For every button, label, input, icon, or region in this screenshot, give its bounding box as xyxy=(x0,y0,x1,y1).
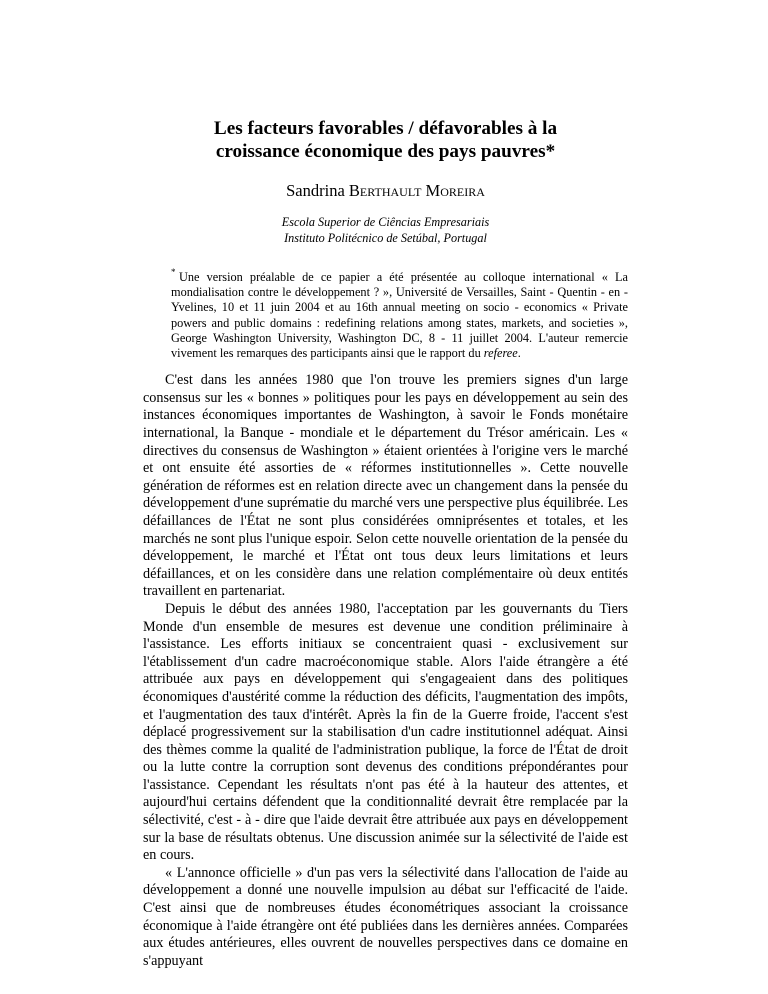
footnote-mark: * xyxy=(171,267,176,277)
title-line-2: croissance économique des pays pauvres* xyxy=(215,140,556,162)
paragraph: « L'annonce officielle » d'un pas vers la sélectivité dans l'allocation de l'aide au développement a donné une nouvelle impulsion au débat sur l'efficacité de l'aide. C'est ainsi que de nombreuses études économétriques associant la croissance économique à l'aide étrangère ont été publiées dans les dernières années. Comparées aux études antérieures, elles ouvrent de nouvelles perspectives dans ce domaine en s'appuyant xyxy=(143,864,628,969)
title-footnote xyxy=(143,267,628,361)
paragraph: Depuis le début des années 1980, l'acceptation par les gouvernants du Tiers Monde d'un ensemble de mesures est devenue une condition préliminaire à l'assistance. Les efforts initiaux se concentraient quasi - exclusivement sur l'établissement d'un cadre macroéconomique stable. Alors l'aide étrangère a été attribuée aux pays en développement qui s'engageaient dans des politiques économiques d'austérité comme la réduction des déficits, l'augmentation des impôts, et l'augmentation des taux d'intérêt. Après la fin de la Guerre froide, l'accent s'est déplacé progressivement sur la stabilisation d'un cadre institutionnel adéquat. Ainsi des thèmes comme la qualité de l'administration publique, la force de l'État de droit ou la lutte contre la corruption sont devenus des conditions prépondérantes pour l'assistance. Cependant les résultats n'ont pas été à la hauteur des attentes, et aujourd'hui certains défendent que la conditionnalité devrait être remplacée par la sélectivité, c'est - à - dire que l'aide devrait être attribuée aux pays en développement sur la base de résultats obtenus. Une discussion animée sur la sélectivité de l'aide est en cours. xyxy=(143,600,628,864)
affiliation-line-1: Escola Superior de Ciências Empresariais xyxy=(281,215,490,229)
author-affiliation xyxy=(143,214,628,246)
footnote-text-end: . xyxy=(517,346,521,361)
paper-title xyxy=(143,118,628,163)
footnote-text-main: Une version préalable de ce papier a été présentée au colloque international « La mondialisation contre le développement ? », Université de Versailles, Saint - Quentin - en - Yvelines, 10 et 11 juin 2004 et au 16th annual meeting on socio - economics « Private powers and public domains : redefining relations among states, markets, and societies », George Washington University, Washington DC, 8 - 11 juillet 2004. L'auteur remercie vivement les remarques des participants ainsi que le rapport du xyxy=(171,270,628,361)
footnote-text-italic: referee xyxy=(483,346,518,361)
title-line-1: Les facteurs favorables / défavorables à la xyxy=(213,118,558,139)
affiliation-line-2: Instituto Politécnico de Setúbal, Portugal xyxy=(284,231,487,245)
body-text xyxy=(143,372,628,970)
paragraph: C'est dans les années 1980 que l'on trouve les premiers signes d'un large consensus sur les « bonnes » politiques pour les pays en développement au sein des instances économiques importantes de Washington, à savoir le Fonds monétaire international, la Banque - mondiale et le département du Trésor américain. Les « directives du consensus de Washington » étaient orientées à l'origine vers le marché et ont ensuite été assorties de « réformes institutionnelles ». Cette nouvelle génération de réformes est en relation directe avec un changement dans la pensée du développement d'une suprématie du marché vers une perspective plus équilibrée. Les défaillances de l'État ne sont plus considérées omniprésentes et totales, et les marchés ne sont plus l'unique espoir. Selon cette nouvelle orientation de la pensée du développement, le marché et l'État ont tous deux leurs limitations et leurs défaillances, et on les considère dans une relation complémentaire où deux entités travaillent en partenariat. xyxy=(143,372,628,600)
footnote-text xyxy=(171,270,628,361)
paper-page xyxy=(143,0,628,970)
author-first-name: Sandrina xyxy=(286,181,345,200)
author-last-name: Berthault Moreira xyxy=(348,181,485,200)
author-name xyxy=(143,181,628,201)
